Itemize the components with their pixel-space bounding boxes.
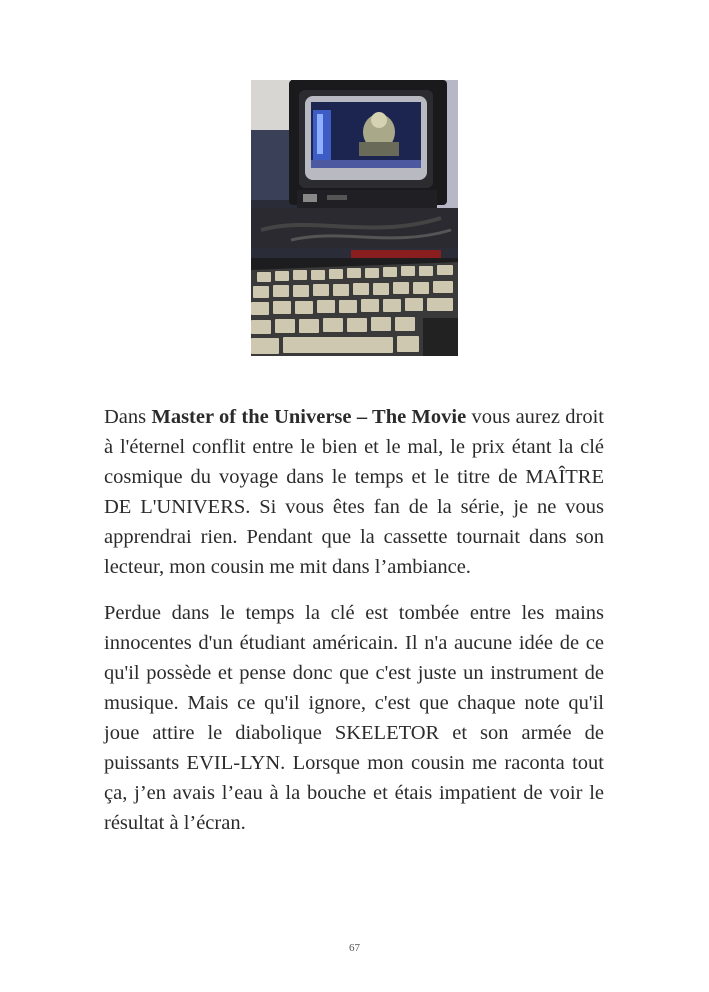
- paragraph-2: Perdue dans le temps la clé est tombée entre les mains innocentes d'un étudiant américain. Il n'a aucune idée de ce qu'il possède et pense donc que c'est juste un instrument de musique. Mais ce qu'il ignore, c'est que chaque note qu'il joue attire le diabolique SKELETOR et son armée de puissants EVIL-LYN. Lorsque mon cousin me raconta tout ça, j’en avais l’eau à la bouche et étais impatient de voir le résultat à l’écran.: [104, 602, 604, 834]
- paragraph-1: [104, 402, 604, 582]
- paragraph-1-intro: Dans: [104, 406, 152, 428]
- computer-photo-illustration: [251, 80, 458, 356]
- page-number: 67: [349, 942, 360, 954]
- computer-photo: [251, 80, 458, 356]
- body-text: [104, 402, 604, 854]
- paragraph-1-rest: vous aurez droit à l'éternel conflit entre le bien et le mal, le prix étant la clé cosmique du voyage dans le temps et le titre de MAÎTRE DE L'UNIVERS. Si vous êtes fan de la série, je ne vous apprendrai rien. Pendant que la cassette tournait dans son lecteur, mon cousin me mit dans l’ambiance.: [104, 406, 604, 578]
- game-title: Master of the Universe – The Movie: [151, 406, 467, 428]
